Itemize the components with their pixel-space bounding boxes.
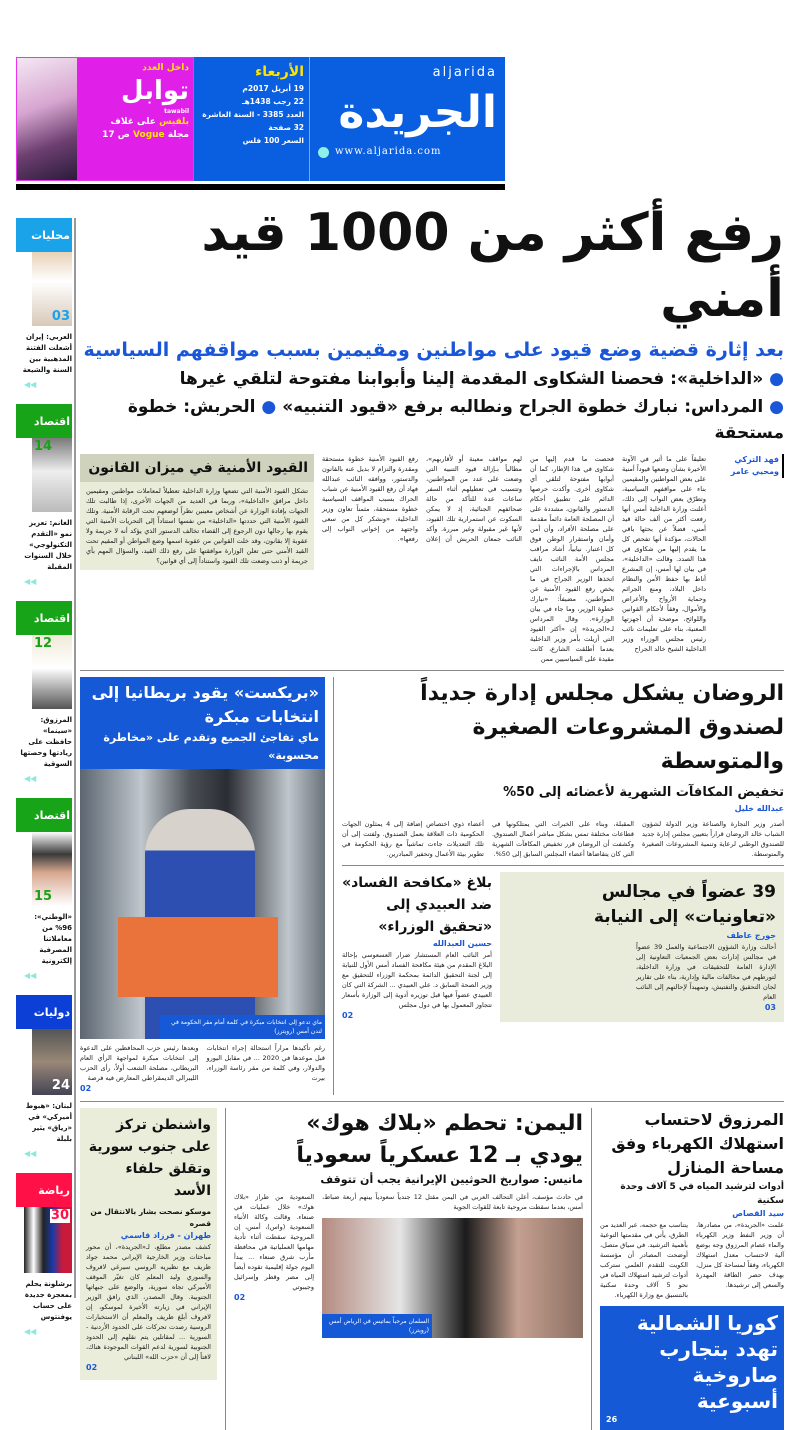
washington-headline: واشنطن تركز على جنوب سورية وتقلق حلفاء الأسد	[88, 1117, 211, 1199]
marzouq-story	[600, 1108, 784, 1430]
date-gregorian: 19 أبريل 2017م	[242, 84, 304, 93]
sidebar-caption-international[interactable]: لبنان: «هبوط أميركي» في «رياق» يثير بلبلة	[25, 1102, 72, 1143]
bullet-text: الحربش: خطوة مستحقة	[127, 397, 784, 443]
page-ref-balagh[interactable]: 02	[342, 1011, 354, 1020]
lead-byline: فهد التركي ومحيي عامر	[714, 454, 784, 478]
marzouq-column-2: يتناسب مع حجمه، عبر العديد من الطرق، يأتي في مقدمتها التوعية بأهمية الترشيد. في سياق متصل، أوضحت المصادر أن مؤسسة الكويت للتقدم العلمي ستركب أدوات لترشيد استهلاك المياه في نحو 5 آلاف وحدة سكنية بالتنسيق مع وزارة الكهرباء.	[600, 1221, 688, 1299]
promo-page: ص 17	[102, 130, 130, 140]
more-arrow-icon[interactable]: ◀◀	[24, 971, 37, 980]
balagh-headline[interactable]: بلاغ «مكافحة الفساد» ضد العبيدي إلى «تحقيق الوزراء»	[342, 875, 492, 935]
marzouq-subheadline: أدوات لترشيد المياه في 5 آلاف وحدة سكنية	[620, 1182, 784, 1206]
divider	[333, 677, 334, 1095]
sidebar-section-international[interactable]: دوليات	[16, 995, 72, 1029]
bullet-icon: ●	[763, 369, 784, 389]
sidebar-caption-economy-3[interactable]: «الوطني»: 96% من معاملاتنا المصرفية إلكترونية	[34, 913, 72, 965]
divider	[225, 1108, 226, 1430]
headline-line-1: الروضان يشكل مجلس إدارة جديداً	[420, 681, 784, 706]
brexit-subtitle: ماي تفاجئ الجميع وتقدم على «مخاطرة محسوبة»	[103, 731, 319, 762]
cooperatives-byline: جورج عاطف	[726, 931, 776, 940]
more-arrow-icon[interactable]: ◀◀	[24, 1149, 37, 1158]
yemen-column-2: السعودية من طراز «بلاك هوك» خلال عمليات في صنعاء. وقالت وكالة الأنباء السعودية (واس)، أمس، إن المروحية سقطت أثناء تأدية مهامها العملياتية في محافظة مأرب شرق صنعاء ... يبدأ اليوم جولة إقليمية تقوده أيضاً إلى مصر وقطر وإسرائيل وجيبوتي	[234, 1193, 314, 1291]
sidebar-photo-economy-1[interactable]	[32, 438, 72, 512]
photo-podium	[118, 917, 278, 997]
lead-column-3: لهم مواقف معينة أو لأقاربهم»، مطالباً بـإزالة قيود التنبيه التي وضعت على عدد من المواطنين، وتتسبب في تعطيلهم أثناء السفر ساعات عدة للتأكد من حالة صحائفهم الجنائية، إذ لا يمكن السكوت عن استمرارية تلك القيود، لأنها غير مقبولة وغير مبررة. وأكد النائب جمعان الحربش أن إعلان رفع القيود الأمنية خطوة مستحقة ومقدرة والتزام لا بديل عنه بالقانون والدستور، ووافقه النائب عبدالله فهاد أن رفع القيود الأمنية عن شباب الحراك بسبب المواقف السياسية خطوة مستحقة، مثمناً تعاون وزير الداخلية، «ونشكر كل من سعى واجتهد من إخواني النواب إلى رفعها».	[322, 455, 522, 543]
divider	[342, 865, 784, 866]
sidebar-page-local: 03	[51, 309, 70, 324]
page-ref-korea[interactable]: 26	[606, 1415, 618, 1424]
lead-bullet-1	[80, 366, 784, 392]
box-title: القيود الأمنية في ميزان القانون	[80, 454, 314, 482]
sidebar-divider	[74, 218, 76, 1298]
date-hijri: 22 رجب 1438هـ	[242, 97, 304, 106]
divider	[80, 1101, 784, 1102]
third-row	[80, 1108, 784, 1430]
washington-byline: طهران - فرزاد قاسمي	[120, 1231, 211, 1240]
balagh-byline: حسين العبدالله	[432, 939, 492, 948]
issue-number: العدد 3385 - السنة العاشرة	[202, 110, 304, 119]
rodhan-byline: عبدالله خليل	[734, 804, 784, 813]
headline-line-1: 39 عضواً في مجالس	[601, 882, 776, 902]
balagh-story	[342, 872, 492, 1022]
balagh-text: أمر النائب العام المستشار ضرار العسعوسي بإحالة البلاغ المقدم من هيئة مكافحة الفساد أمس الأول للنيابة إلى لجنة التحقيق الدائمة بمحكمة الوزراء للتحقيق مع وزير الصحة السابق د. علي العبيدي ... الشركة التي كان العبيدي عضواً فيها قبل توزيره أدوية إلى الوزارة بأسعار تتجاوز المعمول بها في دول مجلس	[342, 951, 492, 1009]
korea-banner[interactable]	[600, 1306, 784, 1430]
website-url[interactable]: www.aljarida.com	[335, 146, 442, 157]
yemen-headline	[234, 1108, 583, 1172]
promo-text-2: مجلة	[167, 130, 189, 140]
sidebar-photo-sports[interactable]	[24, 1207, 72, 1273]
bullet-text: المرداس: نبارك خطوة الجراح ونطالبه برفع «قيود التنبيه»	[282, 397, 764, 417]
page-ref-cooperatives[interactable]: 03	[764, 1003, 776, 1012]
page-ref-brexit[interactable]: 02	[80, 1084, 92, 1093]
more-arrow-icon[interactable]: ◀◀	[24, 577, 37, 586]
headline-line-2: «تعاونيات» إلى النيابة	[593, 907, 776, 927]
sidebar-item-international[interactable]	[16, 995, 72, 1159]
sidebar-item-economy-1[interactable]	[16, 404, 72, 587]
yemen-story	[234, 1108, 583, 1338]
page-count: 32 صفحة	[268, 123, 304, 132]
lead-bullet-2	[80, 394, 784, 446]
box-text: تشكل القيود الأمنية التي تضعها وزارة الداخلية تعطيلاً لمعاملات مواطنين ومقيمين داخل مرافق «الداخلية»، وربما في العديد من الجهات الأخرى، إذا طالبت تلك الجهات بإفادة الوزارة عن أشخاص معينين نظراً لوضعهم تحت الرقابة الأمنية. وتلك القيود الأمنية التي حددتها «الداخلية» من نفسها استناداً إلى التحريات الأمنية التي يقوم بها رجالها دون الرجوع إلى القضاء تخالف الدستور الذي يؤكد أنه لا جريمة ولا عقوبة إلا بقانون، وقد خلت القوانين من عقوبة اسمها وضع المواطن أو المقيم تحت القيد الأمني حتى تعلن الوزارة موافقتها على رفع ذلك القيد، والسؤال المهم بأي جريمة أو ذنب وضعت تلك القيود واستناداً إلى أي قوانين؟	[86, 487, 308, 565]
sidebar-item-economy-2[interactable]	[16, 601, 72, 784]
sidebar-caption-local[interactable]: العربي: إيران أشعلت الفتنة المذهبية بين السنة والشيعة	[22, 333, 72, 374]
issue-info	[194, 57, 310, 181]
sidebar-caption-economy-2[interactable]: المرزوق: «سينما» حافظت على ريادتها وحصتها السوقية	[20, 716, 72, 768]
sidebar-item-sports[interactable]	[16, 1173, 72, 1337]
weekday: الأربعاء	[255, 64, 304, 80]
divider	[80, 670, 784, 671]
logo-latin: aljarida	[432, 65, 497, 80]
bullet-text: «الداخلية»: فحصنا الشكاوى المقدمة إلينا وأبوابنا مفتوحة لتلقي غيرها	[179, 369, 764, 389]
rodhan-column-1: أصدر وزير التجارة والصناعة وزير الدولة لشؤون الشباب خالد الروضان قراراً بتعيين مجلس إدارة جديد للصندوق الوطني لرعاية وتنمية المشروعات الصغيرة والمتوسطة.	[642, 820, 784, 858]
sidebar-photo-international[interactable]	[32, 1029, 72, 1095]
sidebar-photo-economy-2[interactable]	[32, 635, 72, 709]
sidebar-photo-local[interactable]	[32, 252, 72, 326]
brexit-column-1: وبعدها رئيس حزب المحافظين على الدعوة إلى انتخابات مبكرة لمواجهة الرأي العام البريطاني، مصلحة الشعب أولاً، رأى الحزب الليبرالي الديمقراطي المعارض فيه فرصة	[80, 1044, 199, 1082]
promo-vogue: Vogue	[133, 130, 165, 140]
photo-caption: السلمان مرحباً بماتيس في الرياض أمس (رويترز)	[322, 1314, 432, 1338]
may-photo[interactable]	[80, 769, 325, 1039]
brexit-column-2: رغم تأكيدها مراراً استحالة إجراء انتخابات قبل موعدها في 2020 ... في مقابل اليورو والدولار، وفي كلمة من مقر رئاسة الوزراء، بيرت	[206, 1044, 325, 1082]
promo-cover-photo	[17, 58, 77, 180]
more-arrow-icon[interactable]: ◀◀	[24, 380, 37, 389]
logo-dot-icon	[318, 147, 329, 158]
sidebar-page-economy-3: 15	[34, 889, 53, 904]
inside-issue-promo[interactable]	[16, 57, 194, 181]
masthead	[16, 57, 505, 181]
lead-column-2: فحصت ما قدم إليها من شكاوى في هذا الإطار، كما أن أبوابها مفتوحة لتلقي أي شكاوى أخرى. وأكدت حرصها الدائم على تطبيق أحكام الدستور والقانون، مشددة على أن المصلحة العامة دائماً مقدمة على مصلحة الأفراد، وأن أمن وأمان واستقرار الوطن فوق كل اعتبار. نيابياً، أشاد مراقب مجلس الأمة النائب نايف المرداس بالإجراءات التي اتخذها الوزير الجراح في ما يخص رفع القيود الأمنية عن المواطنين، مضيفاً: «نبارك خطوة الوزير، وما جاء في بيان الوزارة». وقال المرداس لـ«الجريدة» إن «أكثر القيود التي أزيلت بأمر وزير الداخلية بعدما أطلقت الشارع، كانت مقيدة على السياسيين ممن	[530, 455, 614, 663]
sidebar-caption-sports[interactable]: برشلونة يحلم بمعجزة جديدة على حساب يوفنتوس	[24, 1280, 72, 1321]
sidebar-page-international: 24	[51, 1078, 70, 1093]
promo-magazine-latin: tawabil	[164, 108, 189, 115]
page-ref-yemen[interactable]: 02	[234, 1293, 246, 1302]
price: السعر 100 فلس	[242, 136, 304, 145]
yemen-subheadline: ماتيس: صواريخ الحوثيين الإيرانية يجب أن تتوقف	[320, 1173, 583, 1186]
promo-inside-label: داخل العدد	[142, 63, 189, 73]
headline-line-2: لصندوق المشروعات الصغيرة والمتوسطة	[472, 715, 784, 774]
second-row	[80, 677, 784, 1095]
brexit-banner[interactable]	[80, 677, 325, 769]
rodhan-headline[interactable]	[342, 677, 784, 779]
sidebar-section-economy-3[interactable]: اقتصاد	[16, 798, 72, 832]
sidebar-caption-economy-1[interactable]: الغانم: تعزيز نمو «التقدم التكنولوجي» خلال السنوات المقبلة	[24, 519, 72, 571]
logo-arabic: الجريدة	[338, 87, 497, 138]
washington-text: كشف مصدر مطلع، لـ«الجريدة»، أن محور مباحثات وزير الخارجية الإيراني محمد جواد ظريف مع نظيريه الروسي سيرغي لافروف والسوري وليد المعلم كان تغيّر الموقف الأميركي تجاه سورية، والوضع على جبهاتها الجنوبية. وقال المصدر، الذي رافق الوزير الإيراني في زيارته الأخيرة لموسكو، إن لافروف أبلغ ظريف والمعلم أن الاستخبارات الروسية رصدت تحركات على الحدود الأردنية - السورية ... لمقاتلين يتم نقلهم إلى الحدود الجنوبية لسورية لدعم القوات الموجودة هناك، لافتاً إلى أن «حزب الله» اللبناني	[86, 1243, 211, 1361]
headline-line-1[interactable]: اليمن: تحطم «بلاك هوك»	[306, 1111, 583, 1136]
lead-column-1: تعليقاً على ما أثير في الآونة الأخيرة بشأن وضعها قيوداً أمنية على بعض المواطنين والمقيمين بناء على مواقفهم السياسية، وتطرّق بعض النواب إلى ذلك، أعلنت وزارة الداخلية أمس أنها رفعت أكثر من ألف حالة قيد أمني، فضلاً عن بحثها باقي الحالات، مؤكدة أنها تفحص كل ما يقدم إليها من شكاوى في هذا الصدد. وقالت «الداخلية»، في بيان لها أمس، إن المشرع أناط بها حفظ الأمن والنظام داخل البلاد، ومنع الجرائم وحماية الأرواح والأعراض والأموال، وفقاً لأحكام القوانين واللوائح، موضحة أن أجهزتها المعنية، بناء على تعليمات نائب رئيس مجلس الوزراء وزير الداخلية الشيخ خالد الجراح	[622, 455, 706, 653]
sidebar-page-economy-2: 12	[34, 636, 53, 651]
sidebar	[16, 218, 72, 1351]
lead-body	[80, 454, 784, 664]
korea-headline: كوريا الشمالية تهدد بتجارب صاروخية أسبوعية	[636, 1311, 778, 1413]
cooperatives-headline	[508, 880, 776, 930]
sidebar-item-economy-3[interactable]	[16, 798, 72, 981]
sidebar-section-economy-2[interactable]: اقتصاد	[16, 601, 72, 635]
photo-caption: ماي تدعو إلى انتخابات مبكرة في كلمة أمام مقر الحكومة في لندن أمس (رويترز)	[160, 1015, 325, 1039]
sidebar-photo-economy-3[interactable]	[32, 832, 72, 906]
promo-magazine-name: توابل	[121, 76, 189, 106]
marzouq-column-1: علمت «الجريدة»، من مصادرها، أن وزير النفط وزير الكهرباء والماء عصام المرزوق وجه بوضع آلية لاحتساب معدل استهلاك الكهرباء، وفقاً لمساحة كل منزل، بهدف حصر الطاقة المهدرة والسعي إلى ترشيدها.	[696, 1221, 784, 1289]
cooperatives-box[interactable]	[500, 872, 784, 1022]
more-arrow-icon[interactable]: ◀◀	[24, 1327, 37, 1336]
rodhan-column-3: أعضاء ذوي اختصاص إضافة إلى 4 يمثلون الجهات الحكومية ذات العلاقة بعمل الصندوق. ولفتت إلى أن تلك التعديلات جاءت تماشياً مع رؤية الحكومة في تطوير بيئة الأعمال وتحفيز المبادرين.	[342, 820, 484, 858]
brexit-title: «بريكست» يقود بريطانيا إلى انتخابات مبكرة	[91, 683, 319, 726]
rodhan-subheadline: تخفيض المكافآت الشهرية لأعضائه إلى 50%	[503, 785, 784, 800]
sidebar-item-local[interactable]	[16, 218, 72, 390]
lead-headline[interactable]: رفع أكثر من 1000 قيد أمني	[201, 203, 784, 329]
marzouq-headline[interactable]: المرزوق لاحتساب استهلاك الكهرباء وفق مساحة المنازل	[611, 1110, 784, 1177]
promo-text-1: على غلاف	[110, 117, 156, 127]
main-content	[80, 200, 784, 1430]
divider	[591, 1108, 592, 1430]
washington-box[interactable]	[80, 1108, 217, 1380]
marzouq-byline: سيد القصاص	[732, 1209, 784, 1218]
brexit-story	[80, 677, 325, 1095]
bullet-icon: ●	[255, 397, 277, 417]
yemen-column-1: في حادث مؤسف، أعلن التحالف العربي في اليمن مقتل 12 جندياً سعودياً بينهم أربعة ضباط، أمس، بعدما سقطت مروحية تابعة للقوات الجوية	[322, 1193, 583, 1211]
rodhan-story	[342, 677, 784, 1022]
bullet-icon: ●	[763, 397, 784, 417]
masthead-rule	[16, 184, 505, 190]
cooperatives-text: أحالت وزارة الشؤون الاجتماعية والعمل 39 عضواً في مجالس إدارات بعض الجمعيات التعاونية إلى الإدارة العامة للتحقيقات في وزارة الداخلية، لتورطهم في مخالفات مالية وإدارية، بناء على تقارير لجان التحقيق والتفتيش، وتمهيداً لإحالتهم إلى النائب العام	[636, 943, 776, 1001]
headline-line-2[interactable]: يودي بـ 12 عسكرياً سعودياً	[296, 1143, 583, 1168]
sidebar-section-local[interactable]: محليات	[16, 218, 72, 252]
mattis-photo[interactable]	[322, 1218, 583, 1338]
sidebar-box-security-law[interactable]	[80, 454, 314, 570]
sidebar-page-sports: 30	[50, 1208, 69, 1223]
sidebar-section-economy-1[interactable]: اقتصاد	[16, 404, 72, 438]
washington-subheadline: موسكو نصحت بشار بالانتقال من قصره	[90, 1207, 211, 1228]
page-ref-washington[interactable]: 02	[86, 1363, 98, 1372]
promo-name: بلقيس	[159, 117, 189, 127]
more-arrow-icon[interactable]: ◀◀	[24, 774, 37, 783]
sidebar-section-sports[interactable]: رياضة	[16, 1173, 72, 1207]
rodhan-column-2: المقبلة، وبناء على الخبرات التي يمتلكونها في قطاعات مختلفة تمس بشكل مباشر أعمال الصندوق. وكشفت أن الروضان قرر تخفيض المكافآت الشهرية التي كان يتقاضاها أعضاء المجلس السابق إلى 50%.	[492, 820, 634, 858]
newspaper-logo[interactable]	[310, 57, 505, 181]
sidebar-page-economy-1: 14	[34, 439, 53, 454]
lead-subheadline: بعد إثارة قضية وضع قيود على مواطنين ومقيمين بسبب مواقفهم السياسية	[83, 339, 784, 361]
